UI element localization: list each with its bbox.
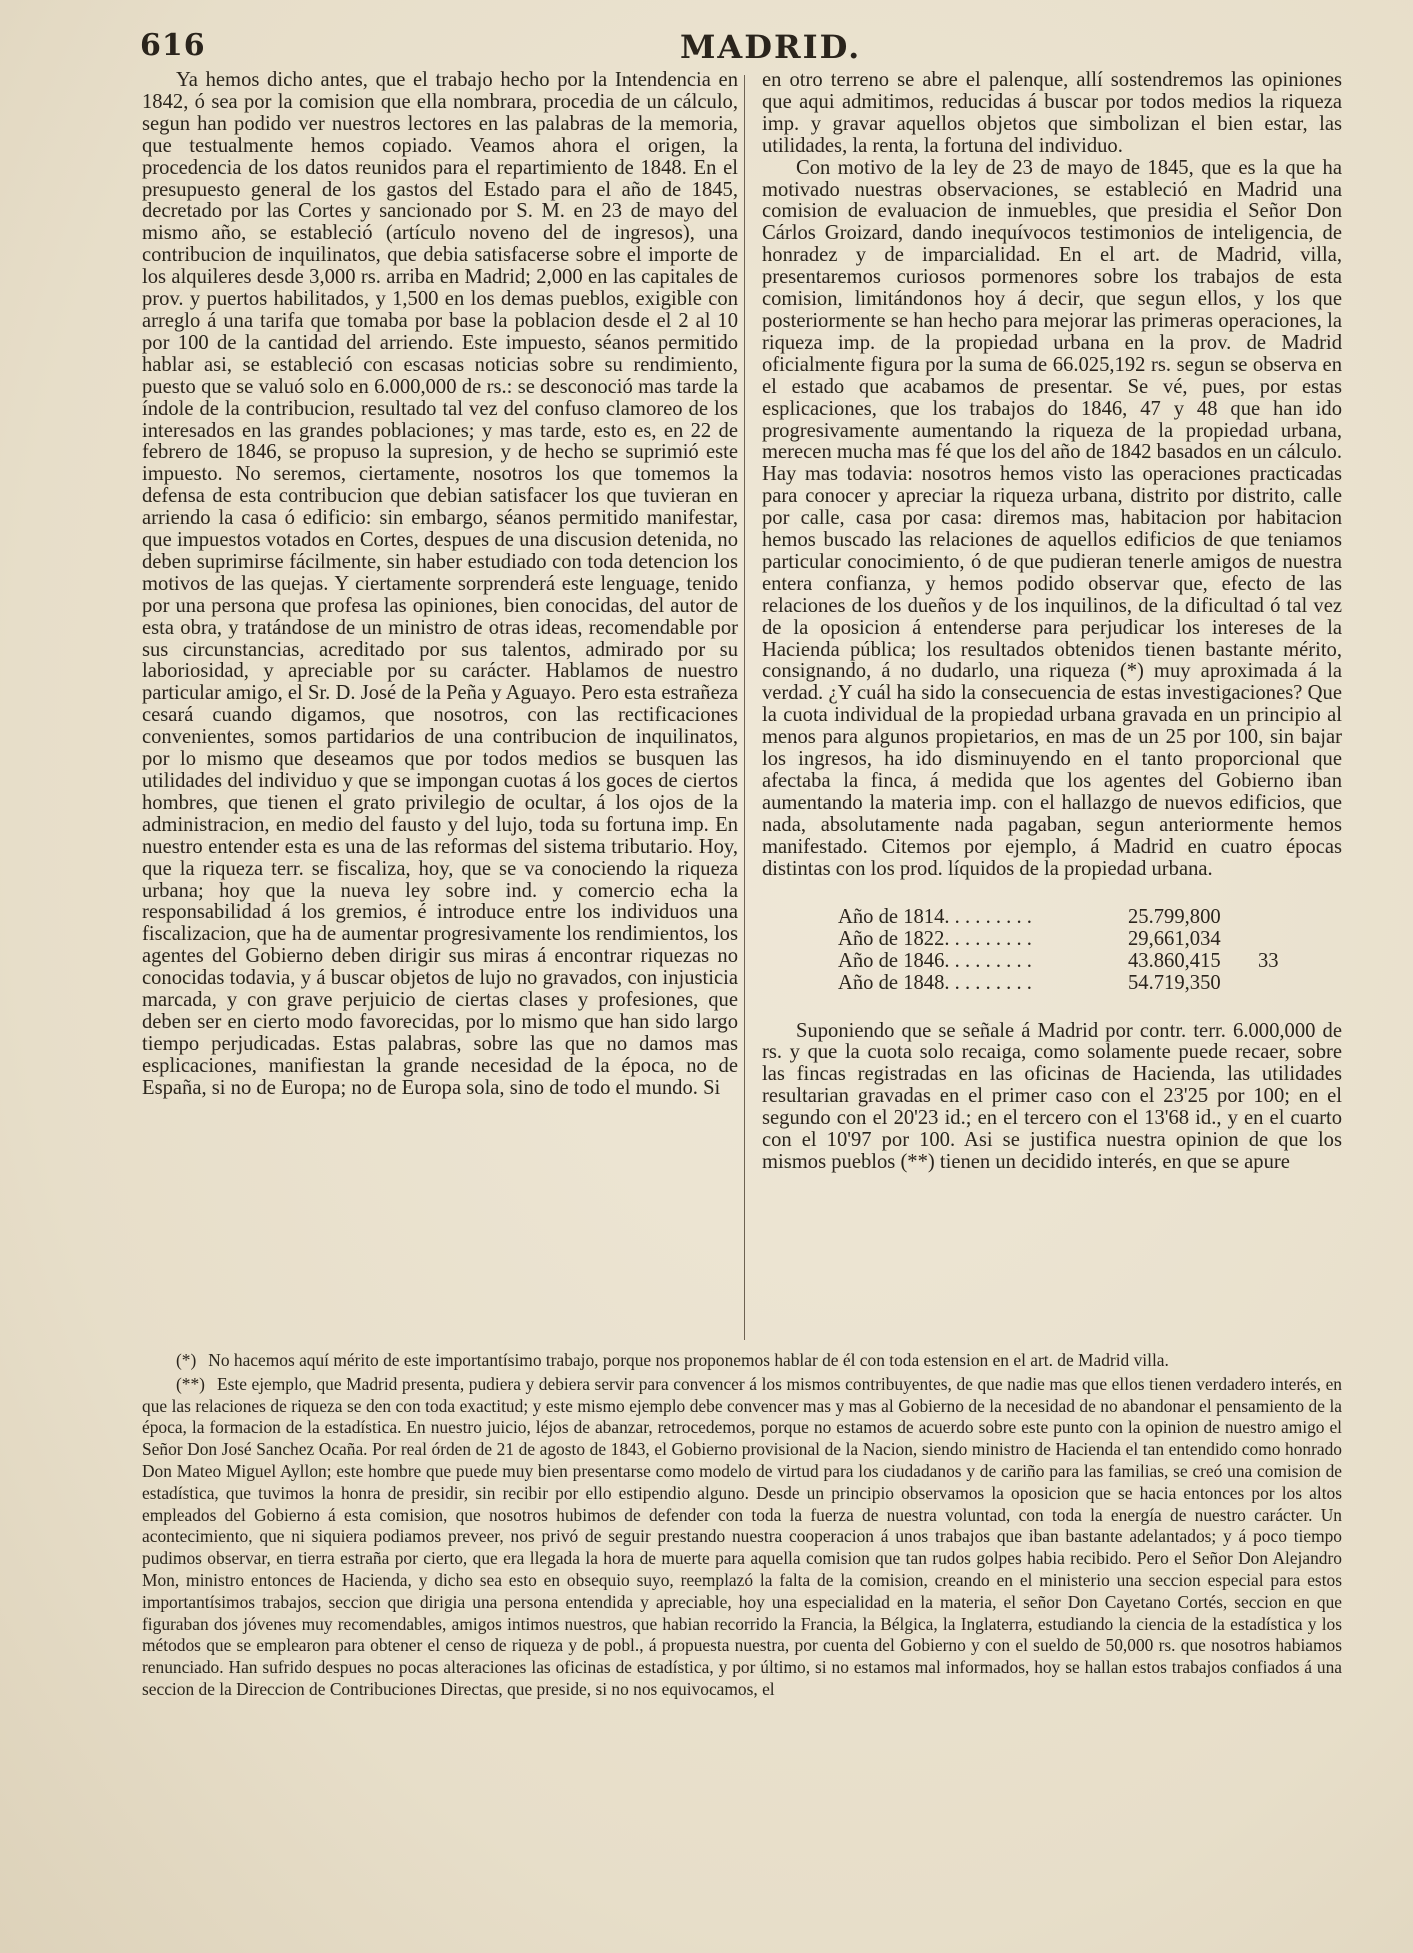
body-paragraph: en otro terreno se abre el palenque, allí sostendremos las opiniones que aqui admitimos, reducidas á buscar por todos medios la riqueza imp. y gravar aquellos objetos que simbolizan el bien estar, las utilidades, la renta, la fortuna del individuo. <box>762 69 1342 157</box>
footnotes <box>142 1350 1342 1703</box>
footnote-text: Este ejemplo, que Madrid presenta, pudiera y debiera servir para convencer á los mismos contribuyentes, de que nadie mas que ellos tienen verdadero interés, en que las relaciones de riqueza se den con toda exactitud; y este mismo ejemplo debe convencer mas y mas al Gobierno de la necesidad de no abandonar el pensamiento de la época, la formacion de la estadística. En nuestro juicio, léjos de abanzar, retrocedemos, porque no estamos de acuerdo sobre este punto con la opinion de nuestro amigo el Señor Don José Sanchez Ocaña. Por real órden de 21 de agosto de 1843, el Gobierno provisional de la Nacion, siendo ministro de Hacienda el tan entendido como honrado Don Mateo Miguel Ayllon; este hombre que puede muy bien presentarse como modelo de virtud para los ciudadanos y de cariño para las familias, se creó una comision de estadística, que tuvimos la honra de presidir, sin recibir por ello estipendio alguno. Desde un principio observamos la oposicion que se hacia entonces por los altos empleados del Gobierno á esta comision, que nosotros hubimos de defender con toda la fuerza de nuestra voluntad, con toda la energía de nuestro carácter. Un acontecimiento, que ni siquiera podiamos preveer, nos privó de seguir prestando nuestra cooperacion á unos trabajos que iban bastante adelantados; y á poco tiempo pudimos observar, en tierra estraña por cierto, que era llegada la hora de muerte para aquella comision que tan rudos golpes habia recibido. Pero el Señor Don Alejandro Mon, ministro entonces de Hacienda, y dicho sea esto en obsequio suyo, reemplazó la falta de la comision, creando en el ministerio una seccion especial para estos importantísimos trabajos, seccion que dirigia una persona entendida y apreciable, hoy una especialidad en la materia, el señor Don Cayetano Cortés, seccion en que figuraban dos jóvenes muy recomendables, amigos intimos nuestros, que habian recorrido la Francia, la Bélgica, la Inglaterra, estudiando la ciencia de la estadística y los métodos que se emplearon para obtener el censo de riqueza y de pobl., á propuesta nuestra, por cuenta del Gobierno y con el sueldo de 50,000 rs. que nosotros habiamos renunciado. Han sufrido despues no pocas alteraciones las oficinas de estadística, y por último, si no estamos mal informados, hoy se hallan estos trabajos confiados á una seccion de la Direccion de Contribuciones Directas, que preside, si no nos equivocamos, el <box>142 1373 1342 1699</box>
table-cell-extra <box>1258 907 1308 929</box>
table-row <box>838 951 1308 973</box>
footnote-mark: (**) <box>176 1373 205 1394</box>
table-cell-value: 43.860,415 <box>1128 949 1221 972</box>
table-cell-extra <box>1258 929 1308 951</box>
column-divider <box>744 75 745 1340</box>
footnote-mark: (*) <box>176 1350 197 1370</box>
running-title: MADRID. <box>680 28 862 66</box>
table-row <box>838 929 1308 951</box>
table-cell-extra: 33 <box>1258 949 1279 972</box>
table-row <box>838 907 1308 929</box>
table-row <box>838 973 1308 995</box>
table-cell-value: 54.719,350 <box>1128 971 1221 994</box>
table-cell-year: Año de 1846. . . . . . . . . <box>838 949 1032 972</box>
table-cell-year: Año de 1848. . . . . . . . . <box>838 971 1032 994</box>
table-cell-extra <box>1258 973 1308 995</box>
footnote <box>142 1374 1342 1701</box>
body-paragraph: Con motivo de la ley de 23 de mayo de 1845, que es la que ha motivado nuestras observaciones, se estableció en Madrid una comision de evaluacion de inmuebles, que presidia el Señor Don Cárlos Groizard, dando inequívocos testimonios de inteligencia, de honradez y de imparcialidad. En el art. de Madrid, villa, presentaremos curiosos pormenores sobre los trabajos de esta comision, limitándonos hoy á decir, que segun ellos, y los que posteriormente se han hecho para mejorar las primeras operaciones, la riqueza imp. de la propiedad urbana en la prov. de Madrid oficialmente figura por la suma de 66.025,192 rs. segun se observa en el estado que acabamos de presentar. Se vé, pues, por estas esplicaciones, que los trabajos do 1846, 47 y 48 que han ido progresivamente aumentando la riqueza de la propiedad urbana, merecen mucha mas fé que los del año de 1842 basados en un cálculo. Hay mas todavia: nosotros hemos visto las operaciones practicadas para conocer y apreciar la riqueza urbana, distrito por distrito, calle por calle, casa por casa: diremos mas, habitacion por habitacion hemos buscado las relaciones de aquellos edificios de que teniamos particular conocimiento, ó de que pudieran tenerle amigos de nuestra entera confianza, y hemos podido observar que, efecto de las relaciones de los dueños y de los inquilinos, de la dificultad ó tal vez de la oposicion á entenderse para perjudicar los intereses de la Hacienda pública; los resultados obtenidos tienen bastante mérito, consignando, á no dudarlo, una riqueza (*) muy aproximada á la verdad. ¿Y cuál ha sido la consecuencia de estas investigaciones? Que la cuota individual de la propiedad urbana gravada en un principio al menos para algunos propietarios, en mas de un 25 por 100, sin bajar los ingresos, ha ido disminuyendo en el tanto proporcional que afectaba la finca, á medida que los agentes del Gobierno iban aumentando la materia imp. con el hallazgo de nuevos edificios, que nada, absolutamente nada pagaban, segun anteriormente hemos manifestado. Citemos por ejemplo, á Madrid en cuatro épocas distintas con los prod. líquidos de la propiedad urbana. <box>762 156 1342 880</box>
body-paragraph: Suponiendo que se señale á Madrid por contr. terr. 6.000,000 de rs. y que la cuota solo recaiga, como solamente puede recaer, sobre las fincas registradas en las oficinas de Hacienda, las utilidades resultarian gravadas en el primer caso con el 23'25 por 100; en el segundo con el 20'23 id.; en el tercero con el 13'68 id., y en el cuarto con el 10'97 por 100. Asi se justifica nuestra opinion de que los mismos pueblos (**) tienen un decidido interés, en que se apure <box>762 1019 1342 1173</box>
right-column <box>762 70 1342 1174</box>
body-paragraph: Ya hemos dicho antes, que el trabajo hecho por la Intendencia en 1842, ó sea por la comision que ella nombrara, procedia de un cálculo, segun han podido ver nuestros lectores en las palabras de la memoria, que testualmente hemos copiado. Veamos ahora el origen, la procedencia de los datos reunidos para el repartimiento de 1848. En el presupuesto general de los gastos del Estado para el año de 1845, decretado por las Cortes y sancionado por S. M. en 23 de mayo del mismo año, se estableció (artículo noveno del de ingresos), una contribucion de inquilinatos, que debia satisfacerse sobre el importe de los alquileres desde 3,000 rs. arriba en Madrid; 2,000 en las capitales de prov. y puertos habilitados, y 1,500 en los demas pueblos, exigible con arreglo á una tarifa que tomaba por base la poblacion desde el 2 al 10 por 100 de la cantidad del arriendo. Este impuesto, séanos permitido hablar asi, se estableció con escasas noticias sobre su rendimiento, puesto que se valuó solo en 6.000,000 de rs.: se desconoció mas tarde la índole de la contribucion, resultado tal vez del confuso clamoreo de los interesados en las grandes poblaciones; y mas tarde, esto es, en 22 de febrero de 1846, se propuso la supresion, y de hecho se suprimió este impuesto. No seremos, ciertamente, nosotros los que tomemos la defensa de esta contribucion que debian satisfacer los que tuvieran en arriendo la casa ó edificio: sin embargo, séanos permitido manifestar, que impuestos votados en Cortes, despues de una discusion detenida, no deben suprimirse fácilmente, sin haber estudiado con toda detencion los motivos de las quejas. Y ciertamente sorprenderá este lenguage, tenido por una persona que profesa las opiniones, bien conocidas, del autor de esta obra, y tratándose de un ministro de otras ideas, recomendable por sus circunstancias, acreditado por sus talentos, admirado por su laboriosidad, y apreciable por su carácter. Hablamos de nuestro particular amigo, el Sr. D. José de la Peña y Aguayo. Pero esta estrañeza cesará cuando digamos, que nosotros, con las rectificaciones convenientes, somos partidarios de una contribucion de inquilinatos, por lo mismo que deseamos que por todos medios se busquen las utilidades del individuo y que se impongan cuotas á los goces de ciertos hombres, que tienen el grato privilegio de ocultar, á los ojos de la administracion, en medio del fausto y del lujo, toda su fortuna imp. En nuestro entender esta es una de las reformas del sistema tributario. Hoy, que la riqueza terr. se fiscaliza, hoy, que se va conociendo la riqueza urbana; hoy que la nueva ley sobre ind. y comercio echa la responsabilidad á los gremios, é introduce entre los individuos una fiscalizacion, que ha de aumentar progresivamente los rendimientos, los agentes del Gobierno deben dirigir sus miras á encontrar riquezas no conocidas todavia, y á buscar objetos de lujo no gravados, con injusticia marcada, y con grave perjuicio de ciertas clases y profesiones, que deben ser en cierto modo favorecidas, por lo mismo que han sido largo tiempo perjudicadas. Estas palabras, sobre las que no damos mas esplicaciones, manifiestan la grande necesidad de la época, no de España, si no de Europa; no de Europa sola, sino de todo el mundo. Si <box>142 69 738 1099</box>
footnote <box>142 1350 1342 1372</box>
revenue-table <box>838 907 1308 995</box>
table-cell-value: 25.799,800 <box>1128 905 1221 928</box>
table-cell-year: Año de 1822. . . . . . . . . <box>838 927 1032 950</box>
table-cell-value: 29,661,034 <box>1128 927 1221 950</box>
left-column <box>142 70 738 1100</box>
table-cell-year: Año de 1814. . . . . . . . . <box>838 905 1032 928</box>
page-header <box>140 28 1340 68</box>
page-number: 616 <box>140 28 206 63</box>
footnote-text: No hacemos aquí mérito de este importantísimo trabajo, porque nos proponemos hablar de él con toda estension en el art. de Madrid villa. <box>208 1350 1169 1370</box>
